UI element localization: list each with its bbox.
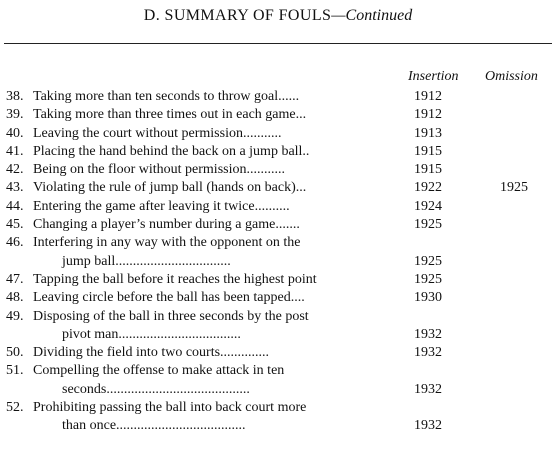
- list-item: [0, 88, 556, 106]
- item-number: 48.: [6, 290, 24, 306]
- insertion-year: 1912: [414, 107, 442, 123]
- item-text: Taking more than three times out in each game...: [33, 107, 307, 123]
- item-number: 46.: [6, 235, 24, 251]
- item-text: jump ball.................................: [62, 253, 231, 269]
- item-number: 44.: [6, 198, 24, 214]
- item-text: Leaving the court without permission...........: [33, 125, 282, 141]
- insertion-year: 1915: [414, 162, 442, 178]
- item-text: Violating the rule of jump ball (hands on back)...: [33, 180, 307, 196]
- item-text: Leaving circle before the ball has been tapped....: [33, 290, 305, 306]
- item-text: Placing the hand behind the back on a jump ball..: [33, 143, 310, 159]
- list-item: [0, 399, 556, 417]
- item-number: 39.: [6, 107, 24, 123]
- item-number: 38.: [6, 89, 24, 104]
- list-item: [0, 326, 556, 344]
- omission-year: 1925: [500, 180, 528, 196]
- insertion-year: 1925: [414, 253, 442, 269]
- item-text: Interfering in any way with the opponent on the: [33, 235, 301, 251]
- list-item: [0, 143, 556, 161]
- list-item: [0, 271, 556, 289]
- insertion-year: 1922: [414, 180, 442, 196]
- item-text: Being on the floor without permission...........: [33, 162, 285, 178]
- title-main: D. SUMMARY OF FOULS: [143, 7, 332, 24]
- list-item: [0, 198, 556, 216]
- item-text: Tapping the ball before it reaches the highest point: [33, 271, 317, 287]
- item-number: 47.: [6, 271, 24, 287]
- item-number: 42.: [6, 162, 24, 178]
- list-item: [0, 179, 556, 197]
- item-number: 49.: [6, 308, 24, 324]
- insertion-year: 1932: [414, 418, 442, 434]
- insertion-year: 1924: [414, 198, 442, 214]
- item-text: Prohibiting passing the ball into back court more: [33, 400, 307, 416]
- insertion-column-header: Insertion: [408, 69, 459, 84]
- item-number: 41.: [6, 143, 24, 159]
- item-text: pivot man...................................: [62, 326, 241, 342]
- list-item: [0, 381, 556, 399]
- item-text: Compelling the offense to make attack in ten: [33, 363, 285, 379]
- list-item: [0, 308, 556, 326]
- item-number: 40.: [6, 125, 24, 141]
- insertion-year: 1932: [414, 326, 442, 342]
- fouls-list: [0, 88, 556, 436]
- list-item: [0, 253, 556, 271]
- list-item: [0, 216, 556, 234]
- heading-rule: [4, 43, 552, 44]
- insertion-year: 1913: [414, 125, 442, 141]
- list-item: [0, 161, 556, 179]
- item-text: Taking more than ten seconds to throw goal......: [33, 89, 300, 104]
- list-item: [0, 125, 556, 143]
- item-number: 51.: [6, 363, 24, 379]
- item-text: Changing a player’s number during a game.......: [33, 217, 300, 233]
- insertion-year: 1932: [414, 381, 442, 397]
- item-number: 50.: [6, 345, 24, 361]
- list-item: [0, 362, 556, 380]
- insertion-year: 1912: [414, 89, 442, 104]
- item-number: 45.: [6, 217, 24, 233]
- list-item: [0, 289, 556, 307]
- omission-column-header: Omission: [485, 69, 538, 84]
- item-text: than once.....................................: [62, 418, 246, 434]
- title-continued: —Continued: [331, 7, 413, 24]
- item-text: seconds.........................................: [62, 381, 250, 397]
- item-number: 52.: [6, 400, 24, 416]
- list-item: [0, 234, 556, 252]
- list-item: [0, 106, 556, 124]
- item-text: Disposing of the ball in three seconds by the post: [33, 308, 309, 324]
- insertion-year: 1930: [414, 290, 442, 306]
- item-text: Entering the game after leaving it twice..........: [33, 198, 290, 214]
- page-title: [0, 7, 556, 25]
- insertion-year: 1925: [414, 217, 442, 233]
- list-item: [0, 344, 556, 362]
- insertion-year: 1932: [414, 345, 442, 361]
- item-number: 43.: [6, 180, 24, 196]
- item-text: Dividing the field into two courts..............: [33, 345, 270, 361]
- insertion-year: 1925: [414, 271, 442, 287]
- list-item: [0, 417, 556, 435]
- insertion-year: 1915: [414, 143, 442, 159]
